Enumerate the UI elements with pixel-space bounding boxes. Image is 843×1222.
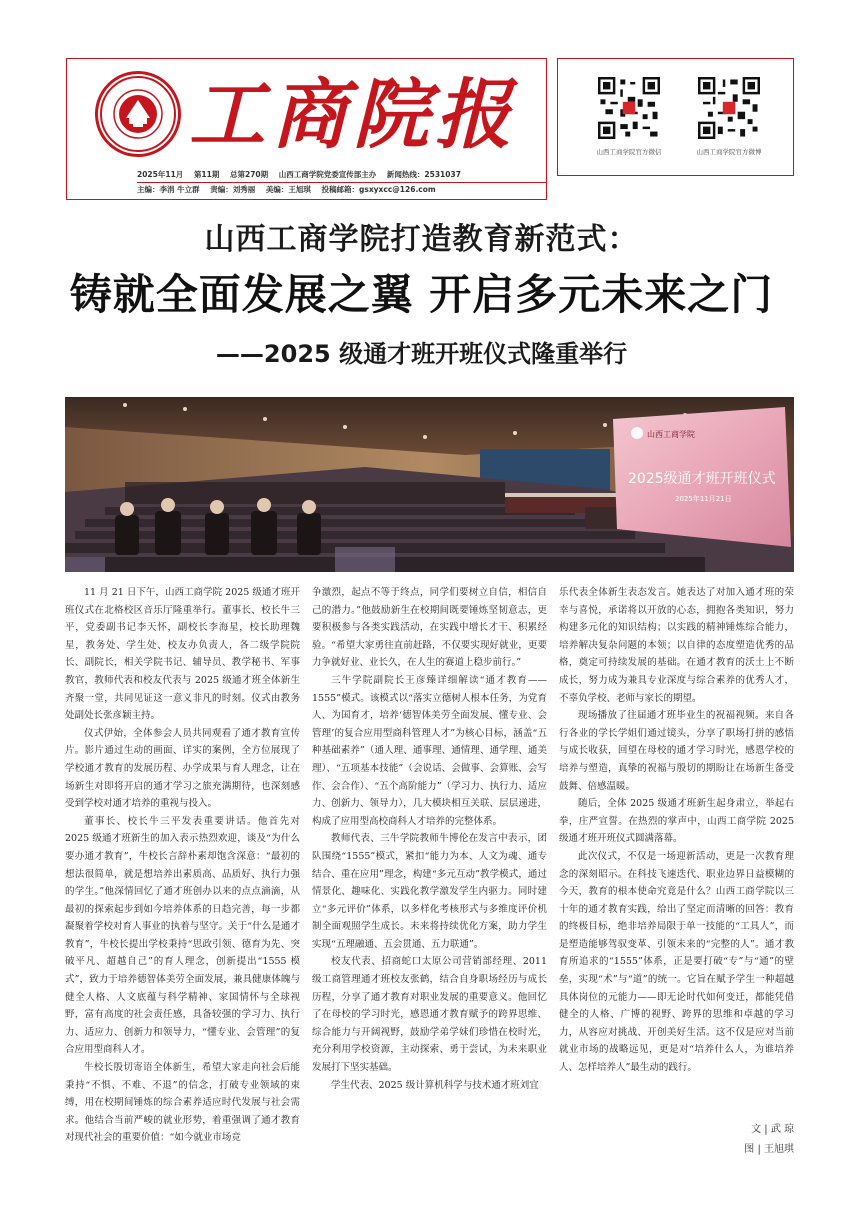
emblem-graphic	[98, 74, 178, 154]
headline-deck: ——2025 级通才班开班仪式隆重举行	[215, 340, 628, 368]
staff-info-row	[137, 184, 547, 195]
photo-credit: 图 | 王旭琪	[744, 1144, 794, 1155]
article-credits	[680, 1120, 794, 1160]
ceremony-photo	[65, 397, 794, 572]
article-body	[65, 584, 794, 1154]
paragraph: 随后，全体 2025 级通才班新生起身肃立，举起右拳，庄严宣誓。在热烈的掌声中，山西工商学院 2025 级通才班开班仪式圆满落幕。	[559, 798, 794, 845]
paragraph: 乐代表全体新生表态发言。她表达了对加入通才班的荣幸与喜悦，承诺将以开放的心态，拥抱各类知识，努力构建多元化的知识结构；以实践的精神锤炼综合能力，培养解决复杂问题的本领；以自律的态度塑造优秀的品格，奠定可持续发展的基础。在通才教育的沃土上不断成长，努力成为兼具专业深度与综合素养的优秀人才，不辜负学校、老师与家长的期望。	[559, 587, 794, 704]
issue-total: 总第270期	[230, 170, 269, 179]
paragraph: 牛校长殷切寄语全体新生，希望大家走向社会后能秉持“不惧、不难、不退”的信念，打破专业领域的束缚，用在校期间锤炼的综合素养适应时代发展与社会需求。他结合当前严峻的就业形势，着重强调了通才教育对现代社会的重要价值：“如今就业市场竞	[65, 1062, 300, 1144]
paragraph: 争激烈，起点不等于终点，同学们要树立自信，相信自己的潜力。”他鼓励新生在校期间既要锤炼坚韧意志，更要积极参与各类实践活动，在实践中增长才干、积累经验。“希望大家勇往直前赶路，不仅要实现好就业，更要力争就好业、业长久，在人生的赛道上稳步前行。”	[312, 587, 547, 669]
weibo-qr-code-icon[interactable]	[698, 77, 760, 139]
article-column-1	[65, 584, 300, 1154]
paragraph: 11 月 21 日下午，山西工商学院 2025 级通才班开班仪式在北格校区音乐厅隆重举行。董事长、校长牛三平，党委副书记李天怀，副校长李海星，校长助理魏星，教务处、学生处、校友办负责人，各二级学院院长、副院长，相关学院书记、辅导员、教学秘书、军事教官，教师代表和校友代表与 2025 级通才班全体新生齐聚一堂，共同见证这一意义非凡的时刻。仪式由教务处副处长张彦颖主持。	[65, 587, 300, 722]
screen-logo-icon	[631, 427, 643, 439]
paragraph: 仪式伊始，全体参会人员共同观看了通才教育宣传片。影片通过生动的画面、详实的案例，全方位展现了学校通才教育的发展历程、办学成果与育人理念，让在场新生对即将开启的通才学习之旅充满期待，也深刻感受到学校对通才培养的重视与投入。	[65, 727, 300, 810]
paragraph: 此次仪式，不仅是一场迎新活动，更是一次教育理念的深刻昭示。在科技飞速迭代、职业边界日益模糊的今天，教育的根本使命究竟是什么？山西工商学院以三十年的通才教育实践，给出了坚定而清晰的回答：教育的终极目标，绝非培养局限于单一技能的“工具人”，而是塑造能够驾驭变革、引领未来的“完整的人”。通才教育所追求的“1555”体系，正是要打破“专”与“通”的壁垒，实现“术”与“道”的统一。它旨在赋予学生一种超越具体岗位的元能力——即无论时代如何变迁，都能凭借健全的人格、广博的视野、跨界的思维和卓越的学习力，从容应对挑战、开创美好生活。这不仅是应对当前就业市场的战略远见，更是对“培养什么人，为谁培养人、怎样培养人”最生动的践行。	[559, 850, 794, 1074]
issue-date: 2025年11月	[137, 170, 184, 179]
paragraph: 三牛学院副院长王彦臻详细解读“通才教育——1555”模式。该模式以“落实立德树人根本任务，为党育人、为国育才，培养‘德智体美劳全面发展、懂专业、会管理’的复合应用型商科管理人才”为核心目标，涵盖“五种基础素养”（通人理、通事理、通情理、通学理、通美理）、“五项基本技能”（会说话、会做事、会算账、会写作、会合作）、“五个高阶能力”（学习力、执行力、适应力、创新力、领导力），几大模块相互关联、层层递进，构成了应用型高校商科人才培养的完整体系。	[312, 674, 547, 827]
headline-main: 铸就全面发展之翼 开启多元未来之门	[69, 270, 774, 319]
paragraph: 学生代表、2025 级计算机科学与技术通才班刘宜	[331, 1079, 539, 1091]
paragraph: 现场播放了往届通才班毕业生的祝福视频。来自各行各业的学长学姐们通过镜头，分享了职场打拼的感悟与成长收获，回望在母校的通才学习时光，感恩学校的培养与塑造，真挚的祝福与殷切的期盼让在场新生备受鼓舞、倍感温暖。	[559, 710, 794, 792]
chief-editors: 主编：李涓 牛立群	[137, 185, 200, 194]
publisher: 山西工商学院党委宣传部主办	[278, 170, 377, 179]
weibo-qr-caption: 山西工商学院官方微博	[696, 148, 762, 156]
paragraph: 校友代表、招商蛇口太原公司营销部经理、2011 级工商管理通才班校友张鹤，结合自身职场经历与成长历程，分享了通才教育对职业发展的重要意义。他回忆了在母校的学习时光，感恩通才教育赋予的跨界思维、综合能力与开阔视野，鼓励学弟学妹们珍惜在校时光，充分利用学校资源，主动探索、勇于尝试，为未来职业发展打下坚实基础。	[312, 956, 547, 1074]
paragraph: 董事长、校长牛三平发表重要讲话。他首先对 2025 级通才班新生的加入表示热烈欢迎，谈及“为什么要办通才教育”，牛校长言辞朴素却饱含深意：“最初的想法很简单，就是想培养出素质高、品质好、执行力强的学生。”他深情回忆了通才班创办以来的点点滴滴，从最初的探索起步到如今培养体系的日趋完善，每一步都凝聚着学校对育人事业的执着与坚守。关于“什么是通才教育”，牛校长提出学校秉持“思政引领、德育为先、突破平凡、超越自己”的育人理念，创新提出“1555 模式”，致力于培养德智体美劳全面发展，兼具健康体魄与健全人格、人文底蕴与科学精神、家国情怀与全球视野，富有高度的社会责任感，具备较强的学习力、执行力、适应力、创新力和领导力，“懂专业、会管理”的复合应用型商科人才。	[65, 815, 300, 1056]
newspaper-title: 工商院报	[189, 70, 517, 159]
issue-info-row	[137, 169, 547, 183]
submission-email: 投稿邮箱：gsxyxcc@126.com	[321, 185, 436, 194]
ceremony-photo-graphic	[65, 397, 794, 572]
issue-number: 第11期	[193, 170, 220, 179]
qr-code-panel	[557, 58, 794, 176]
wechat-qr-caption: 山西工商学院官方微信	[596, 148, 662, 156]
screen-date-text: 2025年11月21日	[675, 495, 732, 503]
author-credit: 文 | 武 琼	[751, 1124, 794, 1135]
university-emblem	[95, 71, 181, 157]
masthead	[66, 58, 547, 200]
art-editor: 美编：王旭琪	[265, 185, 311, 194]
headline-subtitle: 山西工商学院打造教育新范式：	[204, 222, 639, 257]
screen-logo-text: 山西工商学院	[647, 430, 695, 439]
screen-title-text: 2025级通才班开班仪式	[628, 471, 776, 487]
article-column-3	[559, 584, 794, 1154]
responsible-editor: 责编：刘秀丽	[210, 185, 256, 194]
wechat-qr-code-icon[interactable]	[598, 77, 660, 139]
paragraph: 教师代表、三牛学院教师牛博伦在发言中表示，团队围绕“1555”模式，紧扣“能力为本、人文为魂、通专结合、重在应用”理念，构建“多元互动”教学模式，通过情景化、趣味化、实践化教学激发学生内驱力。同时建立“多元评价”体系，以多样化考核形式与多维度评价机制全面观照学生成长。未来将持续优化方案，助力学生实现“五理融通、五会贯通、五力联通”。	[312, 833, 547, 950]
article-column-2	[312, 584, 547, 1154]
news-hotline: 新闻热线：2531037	[386, 170, 461, 179]
